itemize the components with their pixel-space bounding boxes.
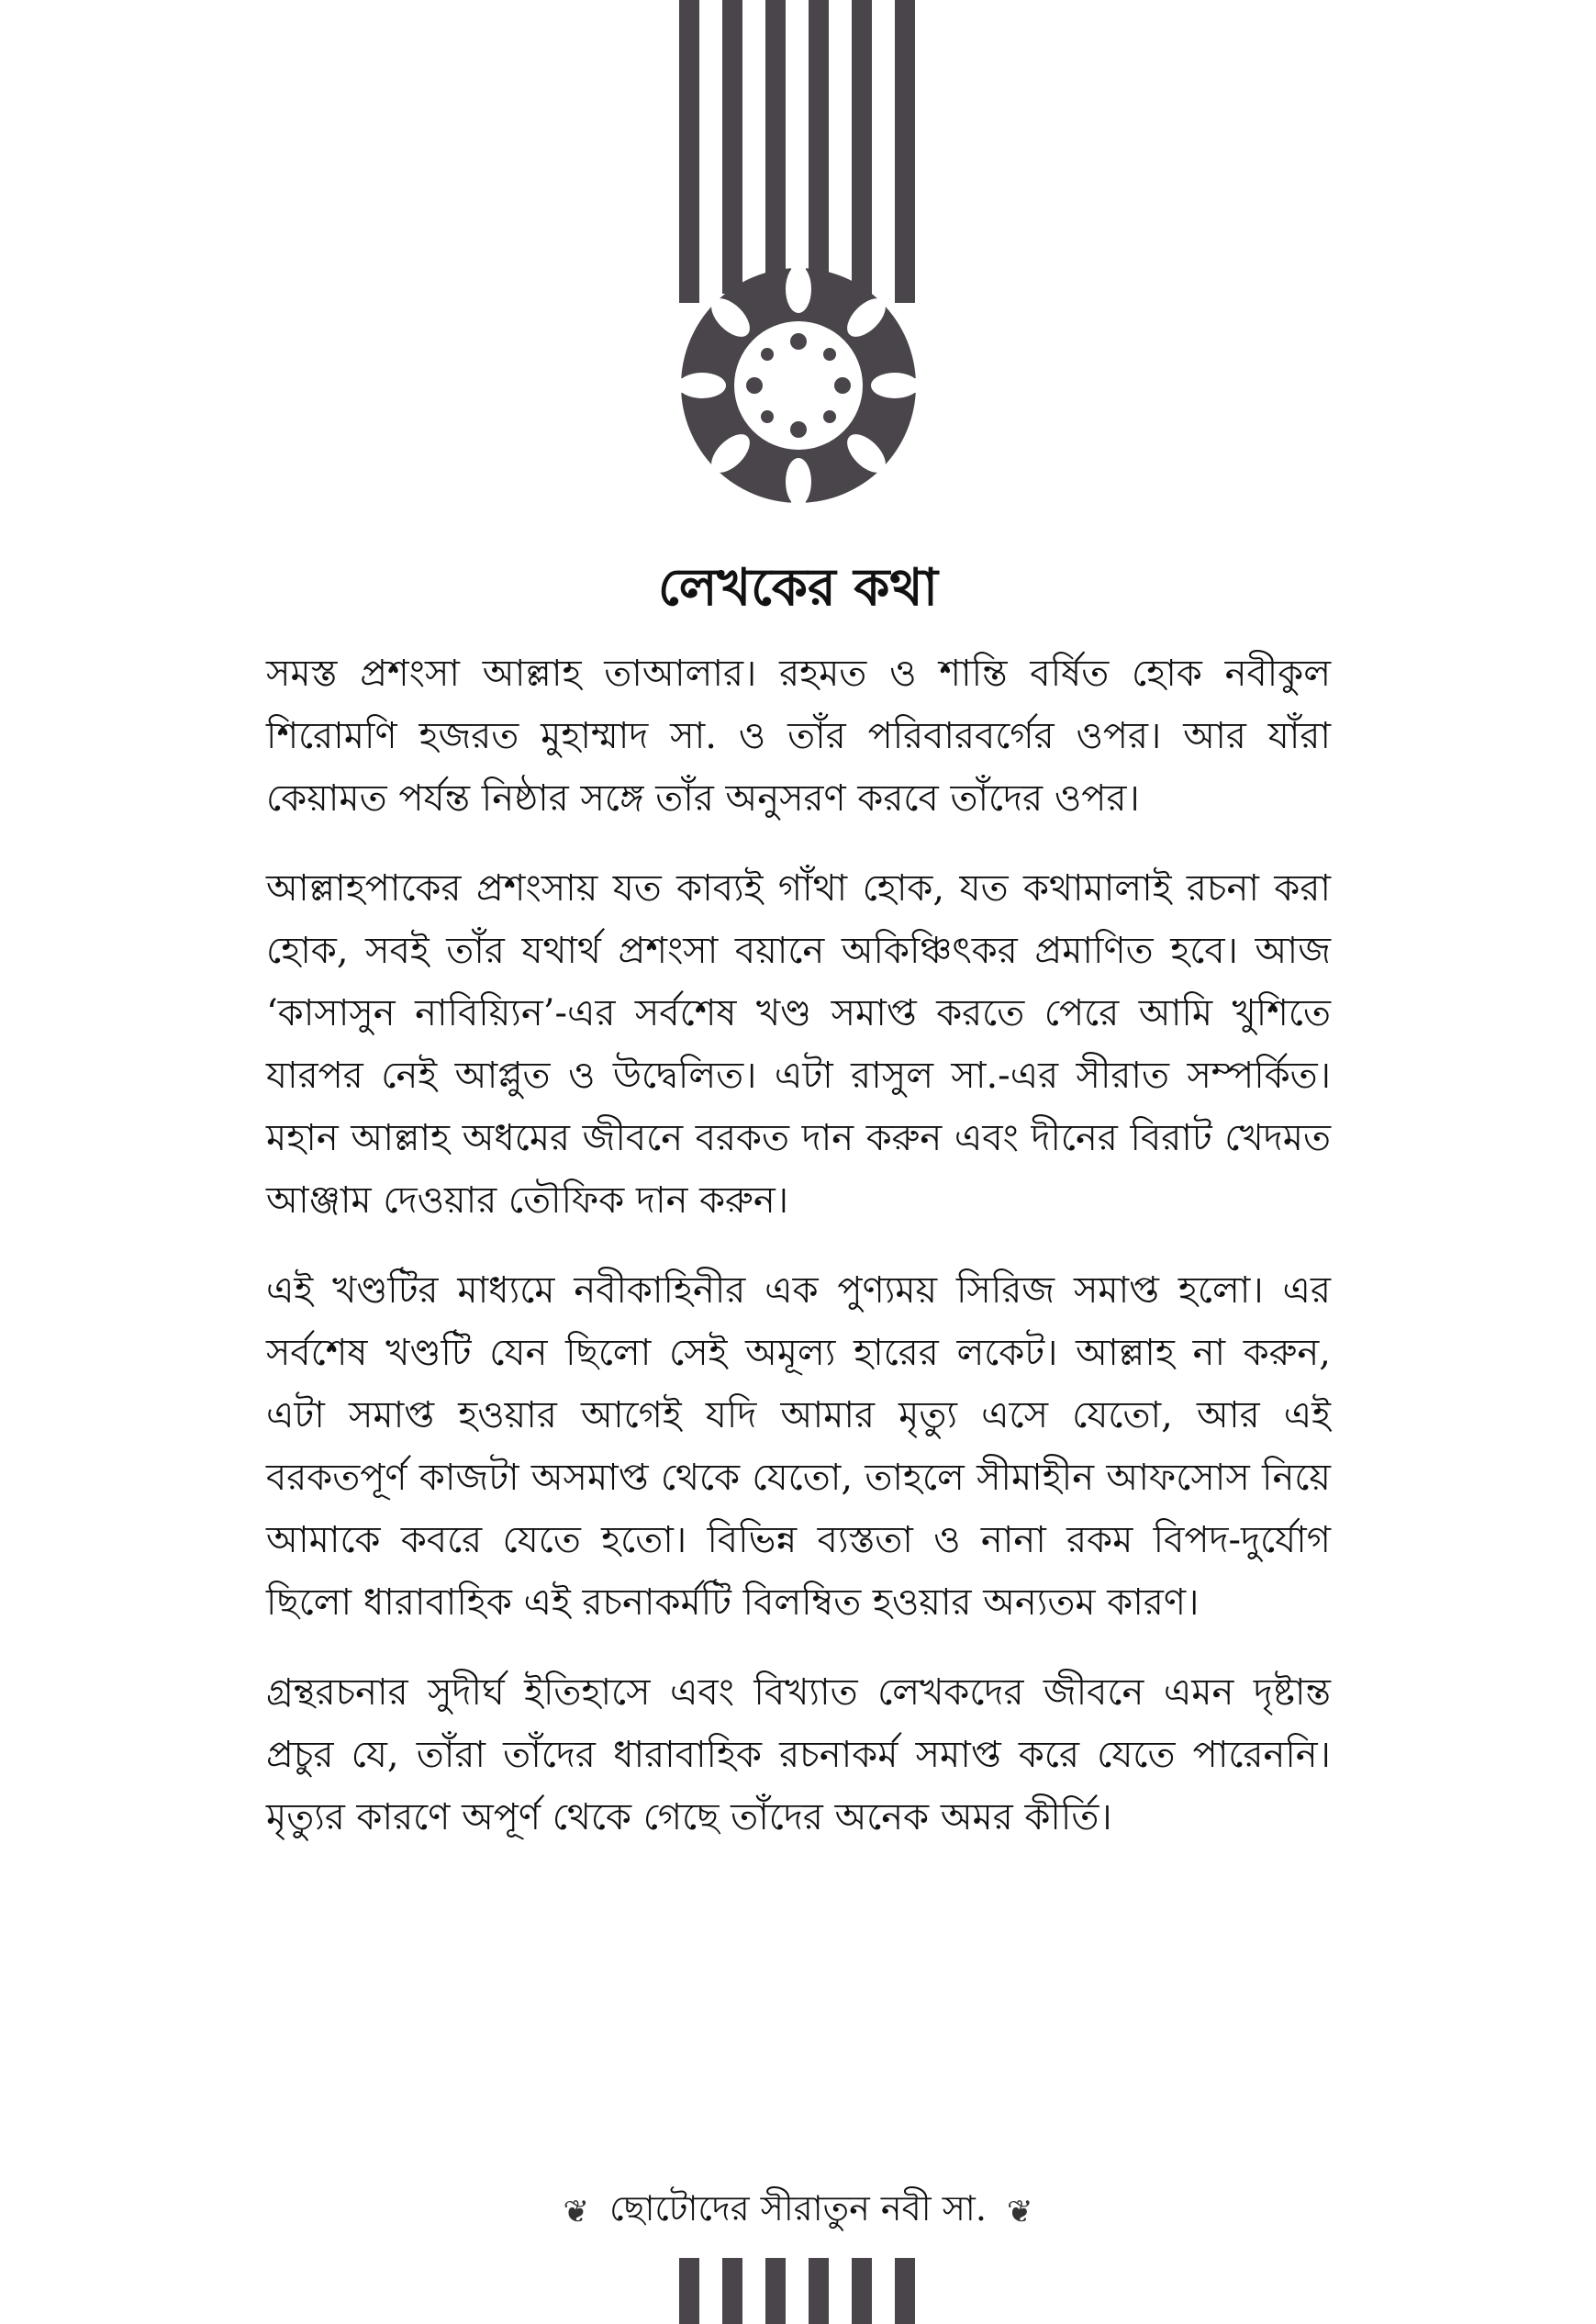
page-title: লেখকের কথা <box>658 557 938 618</box>
floral-flourish-icon: ❦ <box>1007 2193 1033 2230</box>
footer-book-title: ছোটোদের সীরাতুন নবী সা. <box>609 2188 987 2229</box>
paragraph: গ্রন্থরচনার সুদীর্ঘ ইতিহাসে এবং বিখ্যাত লেখকদের জীবনে এমন দৃষ্টান্ত প্রচুর যে, তাঁরা তাঁদের ধারাবাহিক রচনাকর্ম সমাপ্ত করে যেতে পারেননি। মৃত্যুর কারণে অপূর্ণ থেকে গেছে তাঁদের অনেক অমর কীর্তি। <box>266 1671 1331 1838</box>
floral-flourish-icon: ❦ <box>563 2193 589 2230</box>
top-ornament-icon <box>675 0 922 551</box>
body-text <box>266 642 1331 1876</box>
bottom-ornament-icon <box>675 2258 922 2324</box>
paragraph: আল্লাহপাকের প্রশংসায় যত কাব্যই গাঁথা হোক, যত কথামালাই রচনা করা হোক, সবই তাঁর যথার্থ প্রশংসা বয়ানে অকিঞ্চিৎকর প্রমাণিত হবে। আজ ‘কাসাসুন নাবিয়্যিন’-এর সর্বশেষ খণ্ড সমাপ্ত করতে পেরে আমি খুশিতে যারপর নেই আপ্লুত ও উদ্বেলিত। এটা রাসুল সা.-এর সীরাত সম্পর্কিত। মহান আল্লাহ অধমের জীবনে বরকত দান করুন এবং দীনের বিরাট খেদমত আঞ্জাম দেওয়ার তৌফিক দান করুন। <box>266 867 1331 1222</box>
paragraph: এই খণ্ডটির মাধ্যমে নবীকাহিনীর এক পুণ্যময় সিরিজ সমাপ্ত হলো। এর সর্বশেষ খণ্ডটি যেন ছিলো সেই অমূল্য হারের লকেট। আল্লাহ না করুন, এটা সমাপ্ত হওয়ার আগেই যদি আমার মৃত্যু এসে যেতো, আর এই বরকতপূর্ণ কাজটা অসমাপ্ত থেকে যেতো, তাহলে সীমাহীন আফসোস নিয়ে আমাকে কবরে যেতে হতো। বিভিন্ন ব্যস্ততা ও নানা রকম বিপদ-দুর্যোগ ছিলো ধারাবাহিক এই রচনাকর্মটি বিলম্বিত হওয়ার অন্যতম কারণ। <box>266 1269 1331 1624</box>
paragraph: সমস্ত প্রশংসা আল্লাহ তাআলার। রহমত ও শান্তি বর্ষিত হোক নবীকুল শিরোমণি হজরত মুহাম্মাদ সা. ও তাঁর পরিবারবর্গের ওপর। আর যাঁরা কেয়ামত পর্যন্ত নিষ্ঠার সঙ্গে তাঁর অনুসরণ করবে তাঁদের ওপর। <box>266 653 1331 820</box>
page-footer <box>0 2183 1596 2238</box>
